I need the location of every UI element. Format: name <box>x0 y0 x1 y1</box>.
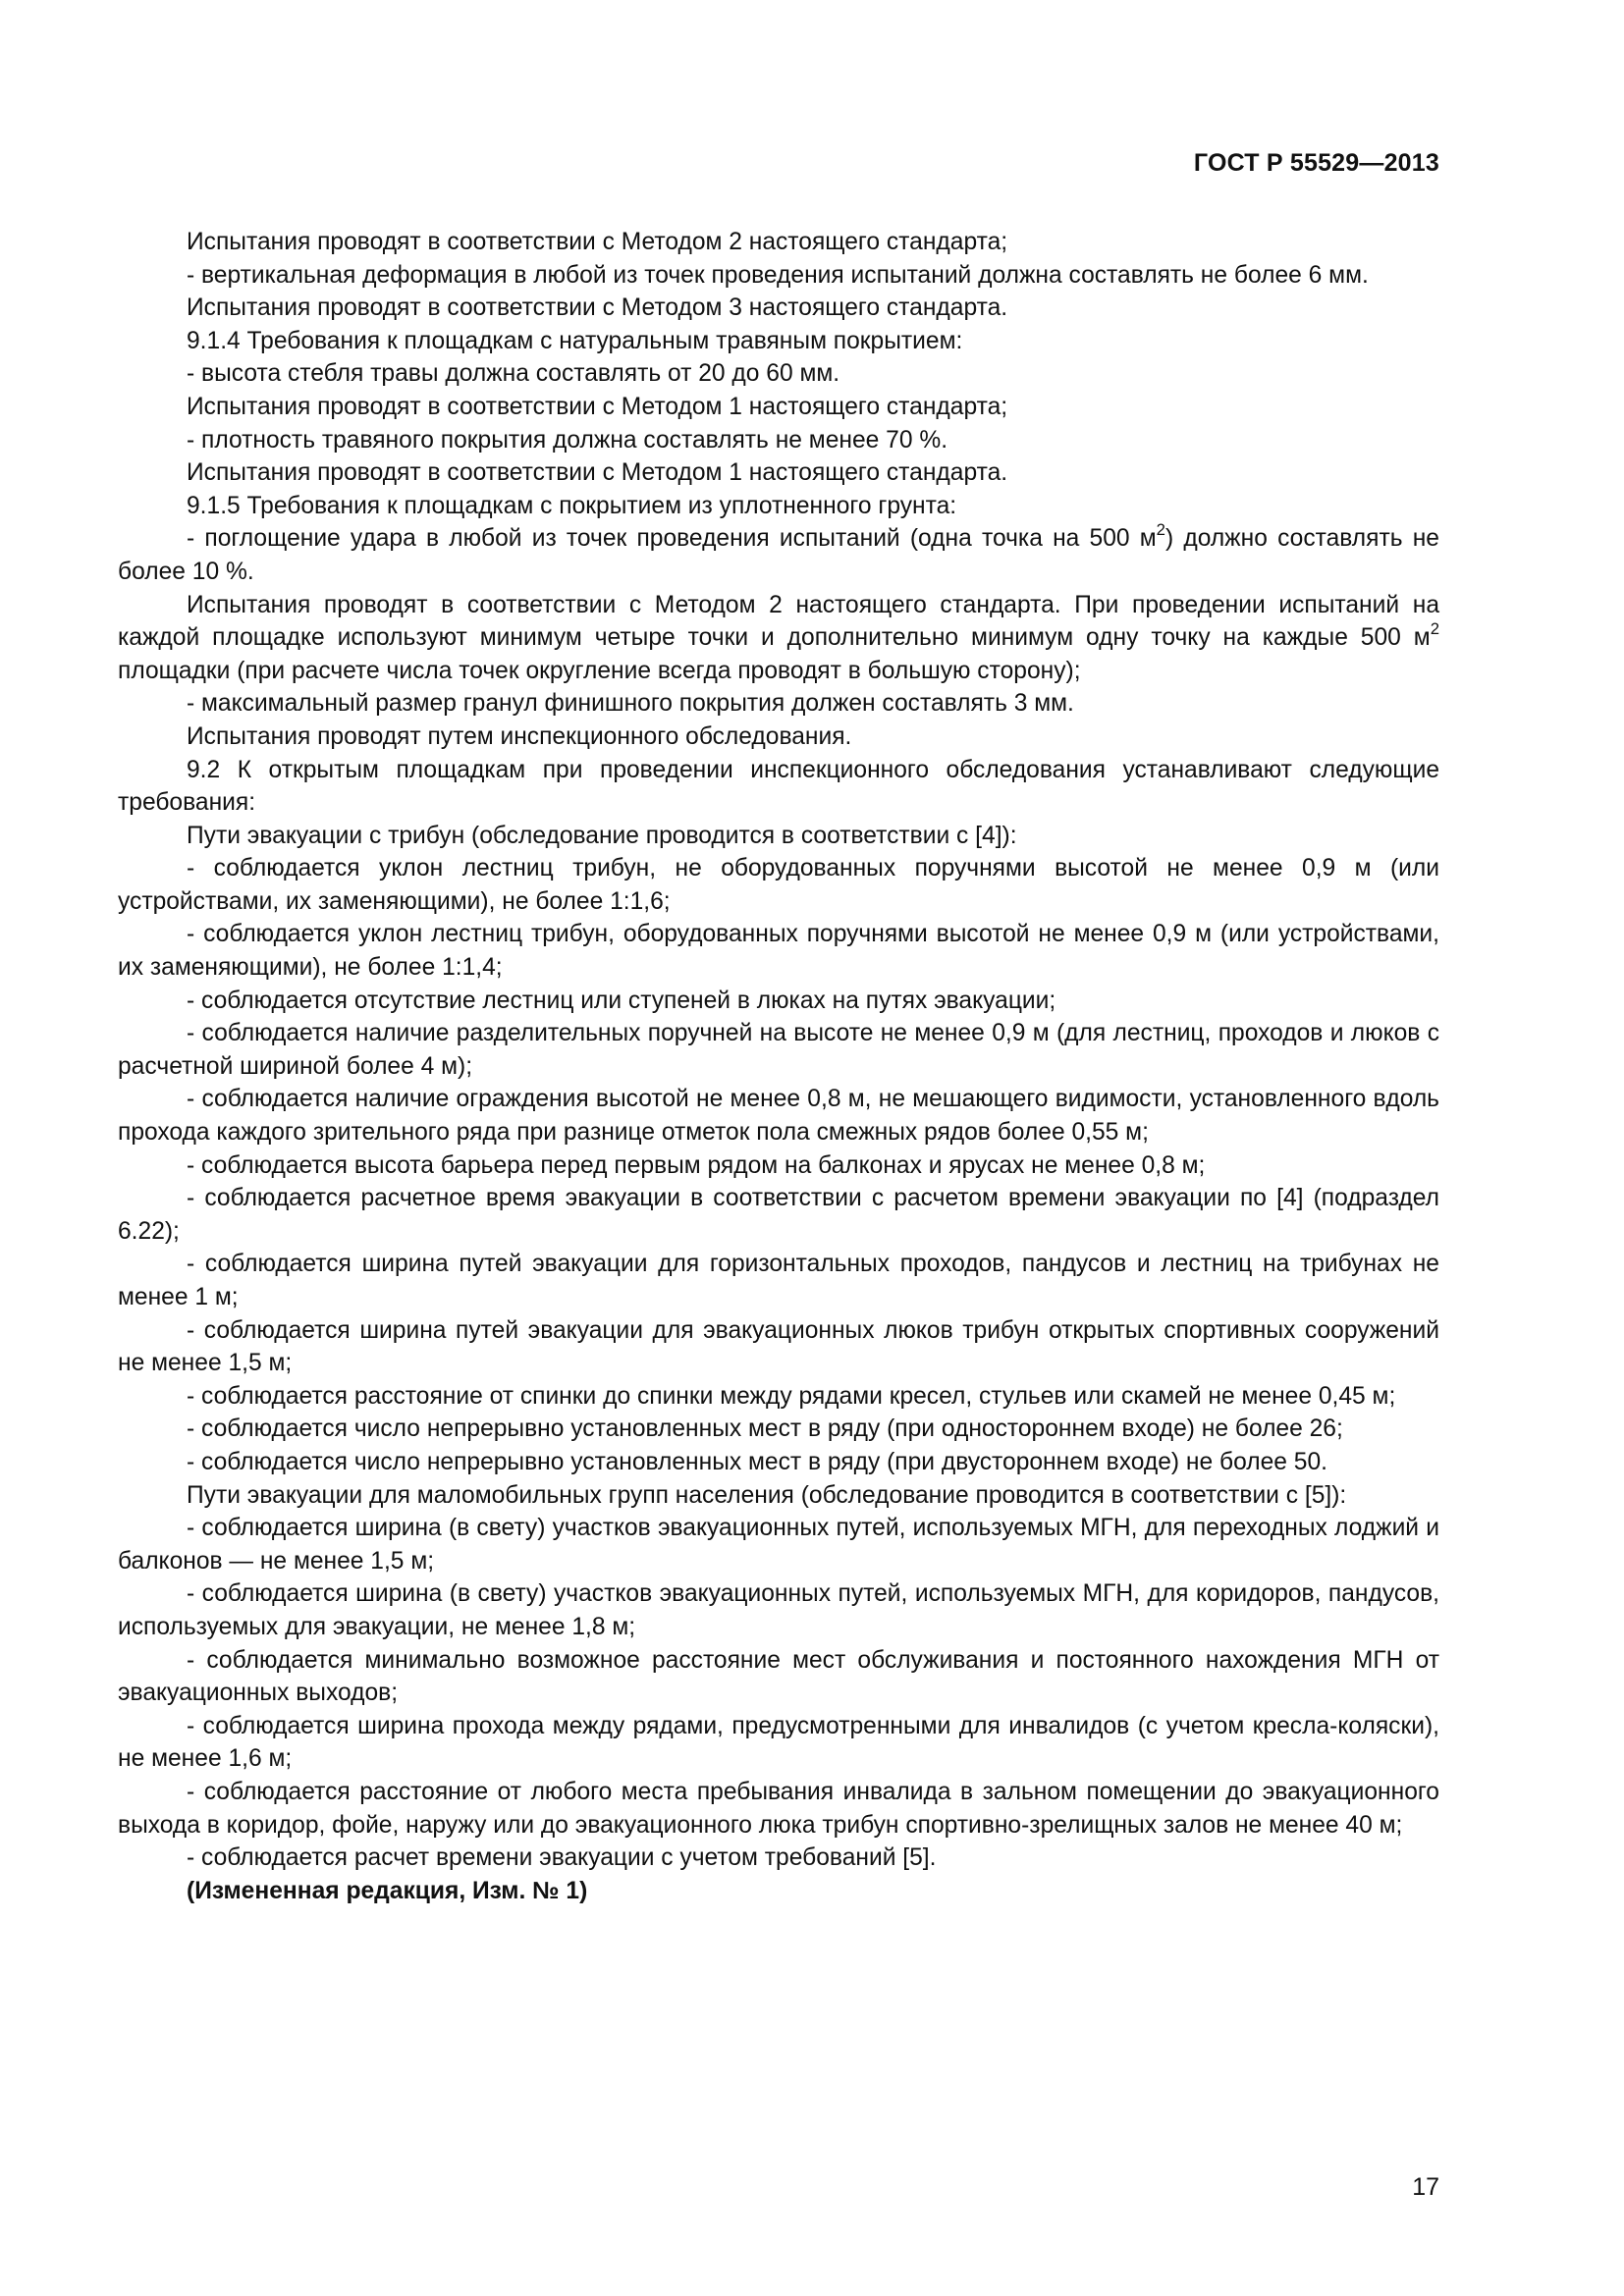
paragraph: - соблюдается ширина (в свету) участков эвакуационных путей, используемых МГН, для коридоров, пандусов, используемых для эвакуации, не менее 1,8 м; <box>118 1580 1439 1640</box>
paragraph: 9.1.5 Требования к площадкам с покрытием из уплотненного грунта: <box>187 492 957 519</box>
paragraph: - плотность травяного покрытия должна составлять не менее 70 %. <box>187 426 948 454</box>
paragraph: 9.1.4 Требования к площадкам с натуральным травяным покрытием: <box>187 327 963 354</box>
paragraph: - соблюдается минимально возможное расстояние мест обслуживания и постоянного нахождения МГН от эвакуационных выходов; <box>118 1646 1439 1707</box>
paragraph: - соблюдается высота барьера перед первым рядом на балконах и ярусах не менее 0,8 м; <box>187 1151 1206 1179</box>
amendment-note: (Измененная редакция, Изм. № 1) <box>187 1877 588 1904</box>
paragraph: - соблюдается ширина путей эвакуации для эвакуационных люков трибун открытых спортивных сооружений не менее 1,5 м; <box>118 1316 1439 1377</box>
paragraph: Испытания проводят путем инспекционного обследования. <box>187 722 852 750</box>
paragraph: - соблюдается расчетное время эвакуации в соответствии с расчетом времени эвакуации по [4] (подраздел 6.22); <box>118 1185 1439 1245</box>
text-run: Испытания проводят в соответствии с Методом 2 настоящего стандарта. При проведении испытаний на каждой площадке используют минимум четыре точки и дополнительно минимум одну точку на каждые 500 м <box>118 591 1439 652</box>
paragraph: - соблюдается расчет времени эвакуации с учетом требований [5]. <box>187 1844 937 1872</box>
paragraph: - соблюдается уклон лестниц трибун, не оборудованных поручнями высотой не менее 0,9 м (или устройствами, их заменяющими), не более 1:1,6; <box>118 855 1439 915</box>
text-run: ) должно составлять не более 10 %. <box>118 525 1439 585</box>
paragraph: - соблюдается наличие разделительных поручней на высоте не менее 0,9 м (для лестниц, проходов и люков с расчетной шириной более 4 м); <box>118 1020 1439 1080</box>
paragraph: - максимальный размер гранул финишного покрытия должен составлять 3 мм. <box>187 690 1074 718</box>
paragraph <box>118 589 1439 688</box>
paragraph: Пути эвакуации с трибун (обследование проводится в соответствии с [4]): <box>187 822 1017 849</box>
paragraph: - соблюдается ширина прохода между рядами, предусмотренными для инвалидов (с учетом кресла-коляски), не менее 1,6 м; <box>118 1712 1439 1773</box>
paragraph: - высота стебля травы должна составлять от 20 до 60 мм. <box>187 360 840 388</box>
superscript: 2 <box>1156 520 1165 540</box>
page-number: 17 <box>1412 2173 1439 2201</box>
paragraph: - соблюдается ширина (в свету) участков эвакуационных путей, используемых МГН, для переходных лоджий и балконов — не менее 1,5 м; <box>118 1515 1439 1575</box>
document-id-header: ГОСТ Р 55529—2013 <box>1193 149 1439 177</box>
paragraph: Пути эвакуации для маломобильных групп населения (обследование проводится в соответствии с [5]): <box>187 1481 1347 1509</box>
paragraph: Испытания проводят в соответствии с Методом 3 настоящего стандарта. <box>187 294 1008 322</box>
paragraph: - соблюдается наличие ограждения высотой не менее 0,8 м, не мешающего видимости, установленного вдоль прохода каждого зрительного ряда при разнице отметок пола смежных рядов более 0,55 м; <box>118 1086 1439 1147</box>
text-run: - поглощение удара в любой из точек проведения испытаний (одна точка на 500 м <box>187 525 1157 553</box>
paragraph: Испытания проводят в соответствии с Методом 1 настоящего стандарта. <box>187 459 1008 487</box>
paragraph: Испытания проводят в соответствии с Методом 1 настоящего стандарта; <box>187 393 1008 420</box>
paragraph: - соблюдается уклон лестниц трибун, оборудованных поручнями высотой не менее 0,9 м (или устройствами, их заменяющими), не более 1:1,4; <box>118 921 1439 982</box>
paragraph: - соблюдается расстояние от спинки до спинки между рядами кресел, стульев или скамей не менее 0,45 м; <box>187 1382 1396 1410</box>
paragraph: - соблюдается ширина путей эвакуации для горизонтальных проходов, пандусов и лестниц на трибунах не менее 1 м; <box>118 1251 1439 1310</box>
paragraph: - вертикальная деформация в любой из точек проведения испытаний должна составлять не более 6 мм. <box>187 261 1369 289</box>
paragraph: - соблюдается число непрерывно установленных мест в ряду (при двустороннем входе) не более 50. <box>187 1448 1327 1475</box>
paragraph <box>118 522 1439 588</box>
paragraph: - соблюдается число непрерывно установленных мест в ряду (при одностороннем входе) не более 26; <box>187 1415 1343 1443</box>
paragraph: Испытания проводят в соответствии с Методом 2 настоящего стандарта; <box>187 229 1008 255</box>
paragraph: 9.2 К открытым площадкам при проведении инспекционного обследования устанавливают следующие требования: <box>118 756 1439 817</box>
paragraph: - соблюдается отсутствие лестниц или ступеней в люках на путях эвакуации; <box>187 987 1056 1014</box>
paragraph: - соблюдается расстояние от любого места пребывания инвалида в зальном помещении до эвакуационного выхода в коридор, фойе, наружу или до эвакуационного люка трибун спортивно-зрелищных залов не менее 40 м; <box>118 1778 1439 1839</box>
document-body <box>118 226 1439 1907</box>
superscript: 2 <box>1430 619 1439 639</box>
text-run: площадки (при расчете числа точек округление всегда проводят в большую сторону); <box>118 657 1081 684</box>
